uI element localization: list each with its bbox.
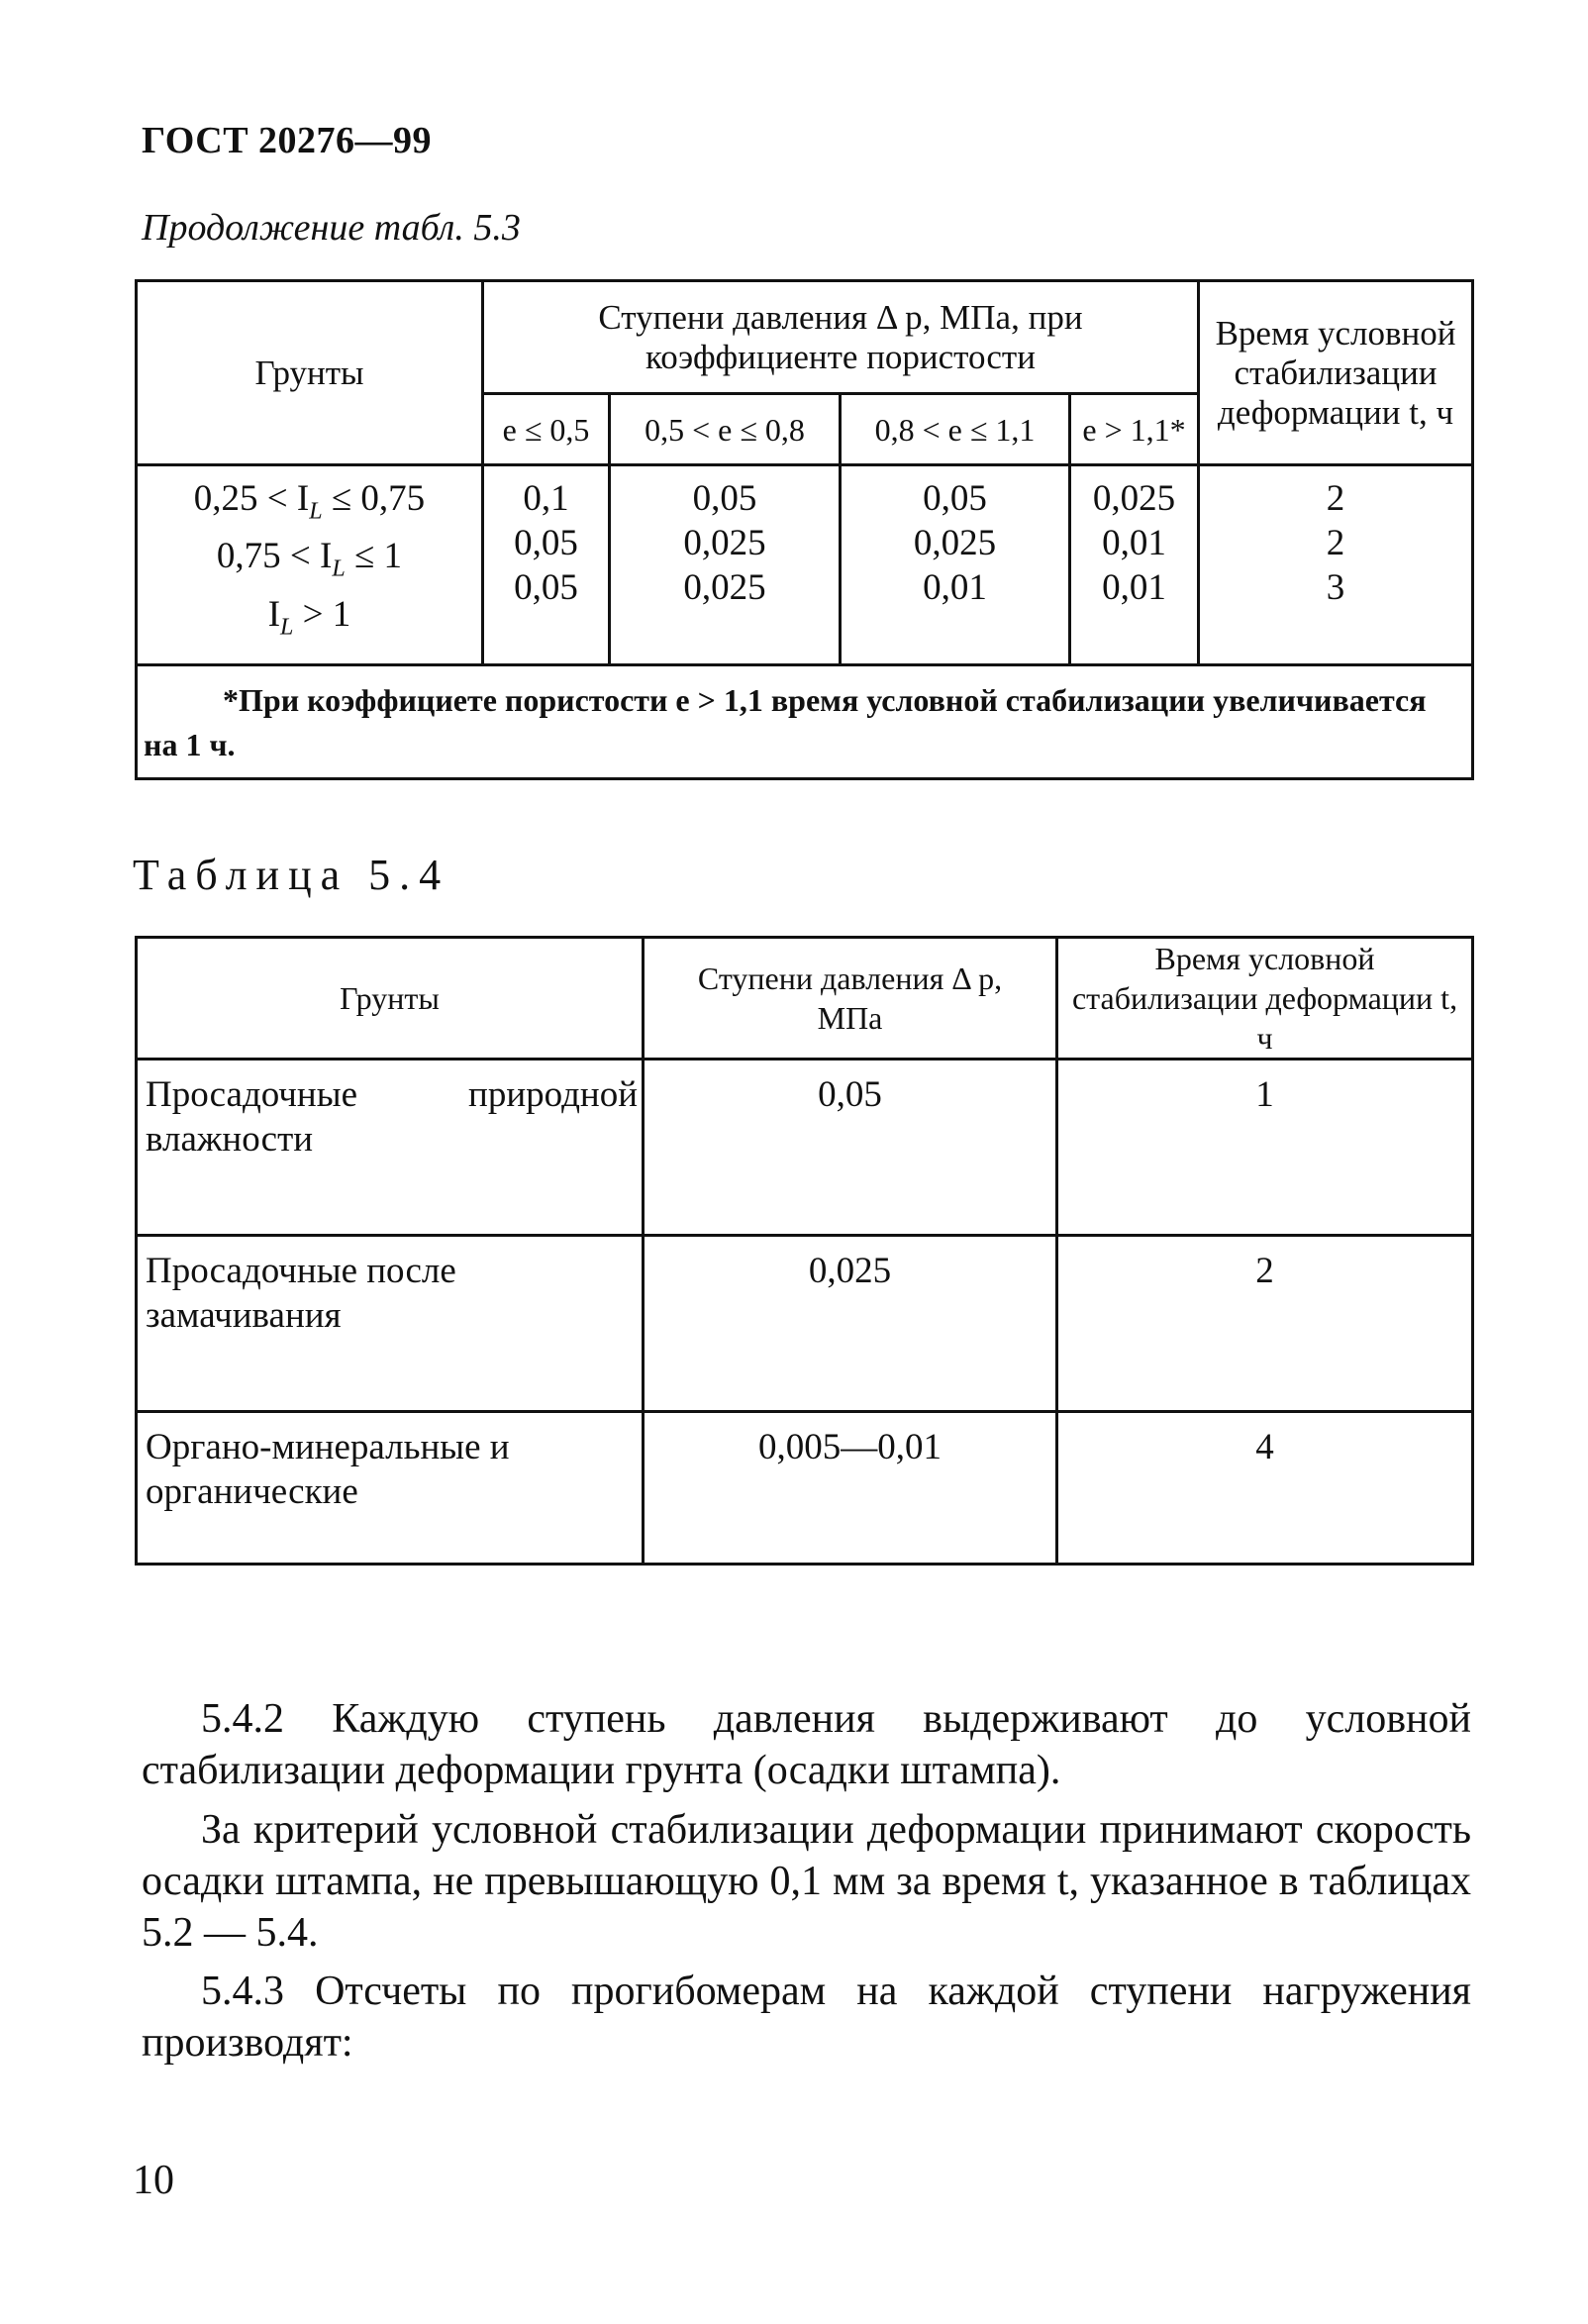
cell-value: 0,05	[514, 523, 578, 563]
cell-value: 0,025	[913, 523, 997, 563]
table-footnote: *При коэффициете пористости e > 1,1 время условной стабилизации увеличивается на 1 ч.	[137, 665, 1473, 779]
soil-list	[137, 465, 483, 665]
header-stabilization-time: Время условной стабилизации деформации t, ч	[1199, 281, 1473, 465]
subheader-porosity: 0,5 < e ≤ 0,8	[610, 394, 841, 465]
header-pressure-steps: Ступени давления Δ p, МПа	[644, 938, 1057, 1060]
header-soils: Грунты	[137, 281, 483, 465]
paragraph-criterion: За критерий условной стабилизации деформации принимают скорость осадки штампа, не превышающую 0,1 мм за время t, указанное в таблицах 5.2 — 5.4.	[142, 1807, 1471, 1956]
table-5-4	[135, 936, 1474, 1566]
soil-name: Просадочные после замачивания	[137, 1236, 644, 1412]
paragraph-5-4-3: 5.4.3 Отсчеты по прогибомерам на каждой ступени нагружения производят:	[142, 1969, 1471, 2066]
soil-name: Органо-минеральные и органические	[137, 1412, 644, 1565]
header-stabilization-time: Время условной стабилизации деформации t, ч	[1057, 938, 1473, 1060]
table-5-3	[135, 279, 1474, 780]
document-header: ГОСТ 20276—99	[142, 120, 433, 161]
subheader-porosity: e ≤ 0,5	[483, 394, 610, 465]
subheader-porosity: e > 1,1*	[1070, 394, 1199, 465]
column-values	[841, 465, 1070, 665]
paragraph-5-4-2: 5.4.2 Каждую ступень давления выдерживают до условной стабилизации деформации грунта (осадки штампа).	[142, 1696, 1471, 1793]
cell-value: 0,05	[923, 478, 987, 519]
cell-value: 2	[1326, 478, 1345, 519]
column-values	[483, 465, 610, 665]
cell-value: 0,025	[683, 523, 766, 563]
soil-name: Просадочные природной влажности	[137, 1060, 644, 1236]
soil-item: $I_L > 1$	[267, 593, 351, 641]
table-5-4-title: Таблица 5.4	[133, 851, 450, 899]
cell-value: 2	[1326, 523, 1345, 563]
soil-item: $0,75 < I_L \le 1$	[216, 536, 403, 582]
stabilization-time-value: 1	[1057, 1060, 1473, 1236]
pressure-step-value: 0,05	[644, 1060, 1057, 1236]
page-number: 10	[133, 2158, 174, 2203]
column-values	[1070, 465, 1199, 665]
soil-item: $0,25 < I_L \le 0,75$	[193, 478, 426, 525]
pressure-step-value: 0,025	[644, 1236, 1057, 1412]
pressure-step-value: 0,005—0,01	[644, 1412, 1057, 1565]
header-soils: Грунты	[137, 938, 644, 1060]
cell-value: 0,01	[1102, 567, 1166, 608]
stabilization-time-value: 4	[1057, 1412, 1473, 1565]
cell-value: 0,025	[683, 567, 766, 608]
cell-value: 0,1	[523, 478, 569, 519]
stabilization-time-value: 2	[1057, 1236, 1473, 1412]
cell-value: 0,01	[1102, 523, 1166, 563]
cell-value: 0,05	[514, 567, 578, 608]
cell-value: 0,05	[692, 478, 757, 519]
table-continuation-caption: Продолжение табл. 5.3	[142, 207, 521, 249]
cell-value: 0,025	[1092, 478, 1176, 519]
column-values	[610, 465, 841, 665]
column-time-values	[1199, 465, 1473, 665]
cell-value: 0,01	[923, 567, 987, 608]
subheader-porosity: 0,8 < e ≤ 1,1	[841, 394, 1070, 465]
cell-value: 3	[1326, 567, 1345, 608]
header-pressure-steps: Ступени давления Δ p, МПа, при коэффициенте пористости	[483, 281, 1199, 394]
